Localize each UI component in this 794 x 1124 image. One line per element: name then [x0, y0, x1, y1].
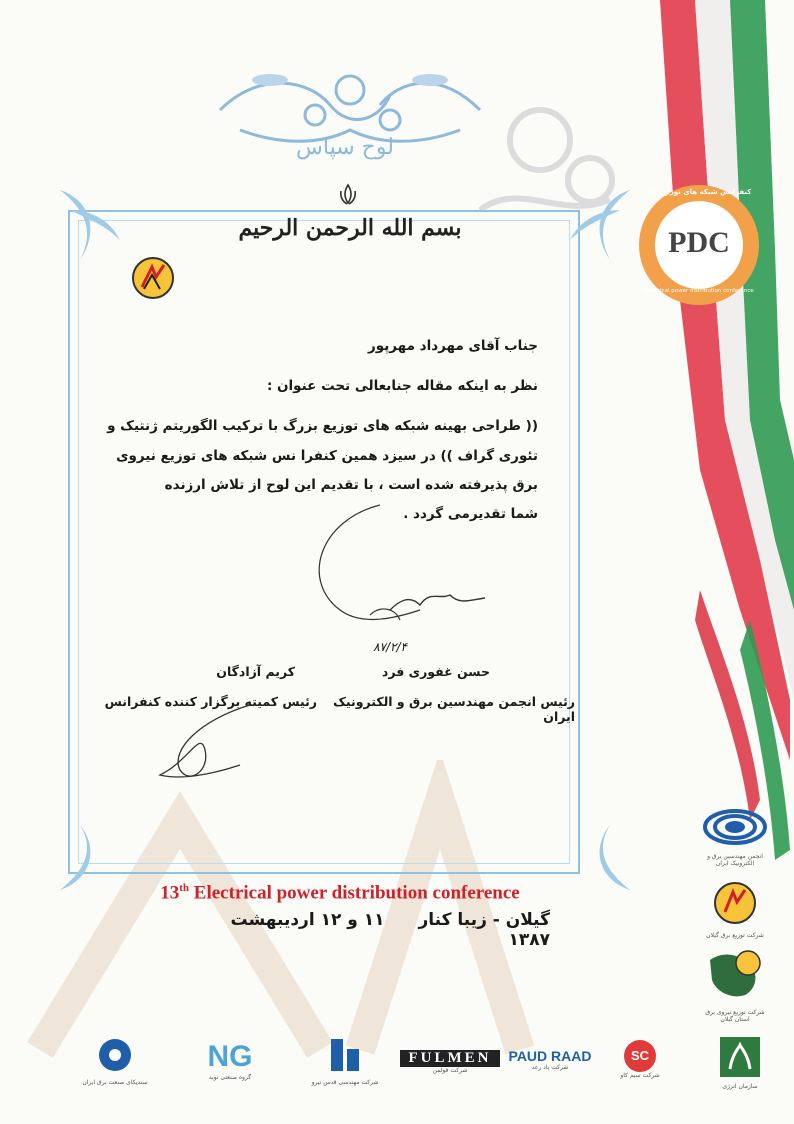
corner-ornament-top-left	[50, 180, 130, 270]
conference-place-date	[190, 910, 550, 950]
corner-ornament-top-right	[560, 180, 640, 270]
signatory-1-name: حسن غفوری فرد	[381, 664, 490, 679]
tavanir-logo-icon	[130, 255, 176, 301]
sponsor-logo-2	[180, 1040, 280, 1081]
sponsor-5-caption: شرکت پاد رعد	[531, 1064, 569, 1071]
pdc-persian-title: کنفرانس شبکه های توزیع برق	[646, 188, 752, 196]
engineers-association-icon	[700, 805, 770, 849]
letter-line-1: نظر به اینکه مقاله جنابعالی تحت عنوان :	[266, 378, 538, 394]
sponsor-5-label: PAUD RAAD	[508, 1048, 592, 1064]
sponsor-2-caption: گروه صنعتی نوید	[208, 1074, 252, 1081]
conference-number: 13	[160, 882, 180, 904]
conference-date: ۱۱ و ۱۲ اردیبهشت ۱۳۸۷	[230, 910, 550, 950]
sponsor-1-caption: سندیکای صنعت برق ایران	[82, 1079, 148, 1086]
sponsor-6-label: SC	[624, 1040, 656, 1072]
signatory-1-title: رئیس انجمن مهندسین برق و الکترونیک ایران	[333, 694, 575, 724]
gear-icon	[95, 1035, 135, 1075]
gilan-power-caption: شرکت توزیع نیروی برق استان گیلان	[705, 1009, 765, 1023]
letter-line-2: (( طراحی بهینه شبکه های توزیع بزرگ با ترکیب الگوریتم ژنتیک و	[107, 418, 538, 434]
certificate-subtitle: لوح سپاس	[296, 135, 394, 160]
corner-ornament-bottom-right	[560, 820, 640, 900]
signature-ghafouri	[300, 500, 500, 660]
sponsor-logo-4	[400, 1050, 500, 1074]
sponsor-logo-6	[610, 1040, 670, 1079]
letter-line-5: شما تقدیرمی گردد .	[403, 506, 538, 522]
basmala-heading: بسم الله الرحمن الرحیم	[238, 215, 462, 241]
engineers-association-caption: انجمن مهندسین برق و الکترونیک ایران	[707, 853, 763, 867]
corner-ornament-bottom-left	[50, 820, 130, 900]
pdc-badge	[636, 182, 762, 308]
side-logo-gilan-distribution	[705, 878, 765, 939]
letter-line-4: برق پذیرفته شده است ، با تقدیم این لوح از تلاش ارزنده	[164, 477, 538, 493]
iran-emblem-icon	[336, 183, 360, 207]
deer-emblem-icon	[718, 1035, 762, 1079]
conference-title-english	[130, 882, 550, 904]
sponsor-2-label: NG	[207, 1040, 253, 1073]
sponsor-logo-7	[705, 1035, 775, 1090]
letter-line-3: تئوری گراف )) در سیزد همین کنفرا نس شبکه های توزیع نیروی	[116, 448, 538, 464]
recipient-line: جناب آقای مهرداد مهرپور	[367, 338, 538, 354]
sponsor-logo-3	[310, 1035, 380, 1086]
gilan-distribution-icon	[705, 878, 765, 928]
sponsor-3-caption: شرکت مهندسی قدس نیرو	[311, 1079, 379, 1086]
side-logo-engineers-association	[700, 805, 770, 867]
signatory-2-name: کریم آزادگان	[216, 664, 295, 679]
sponsor-4-caption: شرکت فولمن	[432, 1067, 468, 1074]
sponsor-7-caption: سازمان انرژی	[722, 1083, 758, 1090]
conference-place: گیلان - زیبا کنار	[418, 910, 550, 930]
signature-azadegan	[140, 700, 280, 790]
gilan-map-icon	[700, 945, 770, 1005]
conference-number-suffix: th	[179, 882, 190, 894]
conference-title-text: Electrical power distribution conference	[189, 882, 520, 904]
signature-date: ۸۷/۲/۴	[373, 640, 407, 654]
gilan-distribution-caption: شرکت توزیع برق گیلان	[706, 932, 764, 939]
pdc-acronym: PDC	[668, 226, 730, 259]
sponsor-6-caption: شرکت سیم کاو	[620, 1072, 660, 1079]
sponsor-logo-5	[505, 1048, 595, 1071]
side-logo-gilan-power	[700, 945, 770, 1023]
pdc-english-title: Electrical power distribution conference	[644, 288, 754, 294]
sponsor-logo-1	[80, 1035, 150, 1086]
signatory-2-title: رئیس کمیته برگزار کننده کنفرانس	[104, 694, 317, 709]
sponsor-4-label: FULMEN	[400, 1050, 500, 1067]
building-icon	[325, 1035, 365, 1075]
